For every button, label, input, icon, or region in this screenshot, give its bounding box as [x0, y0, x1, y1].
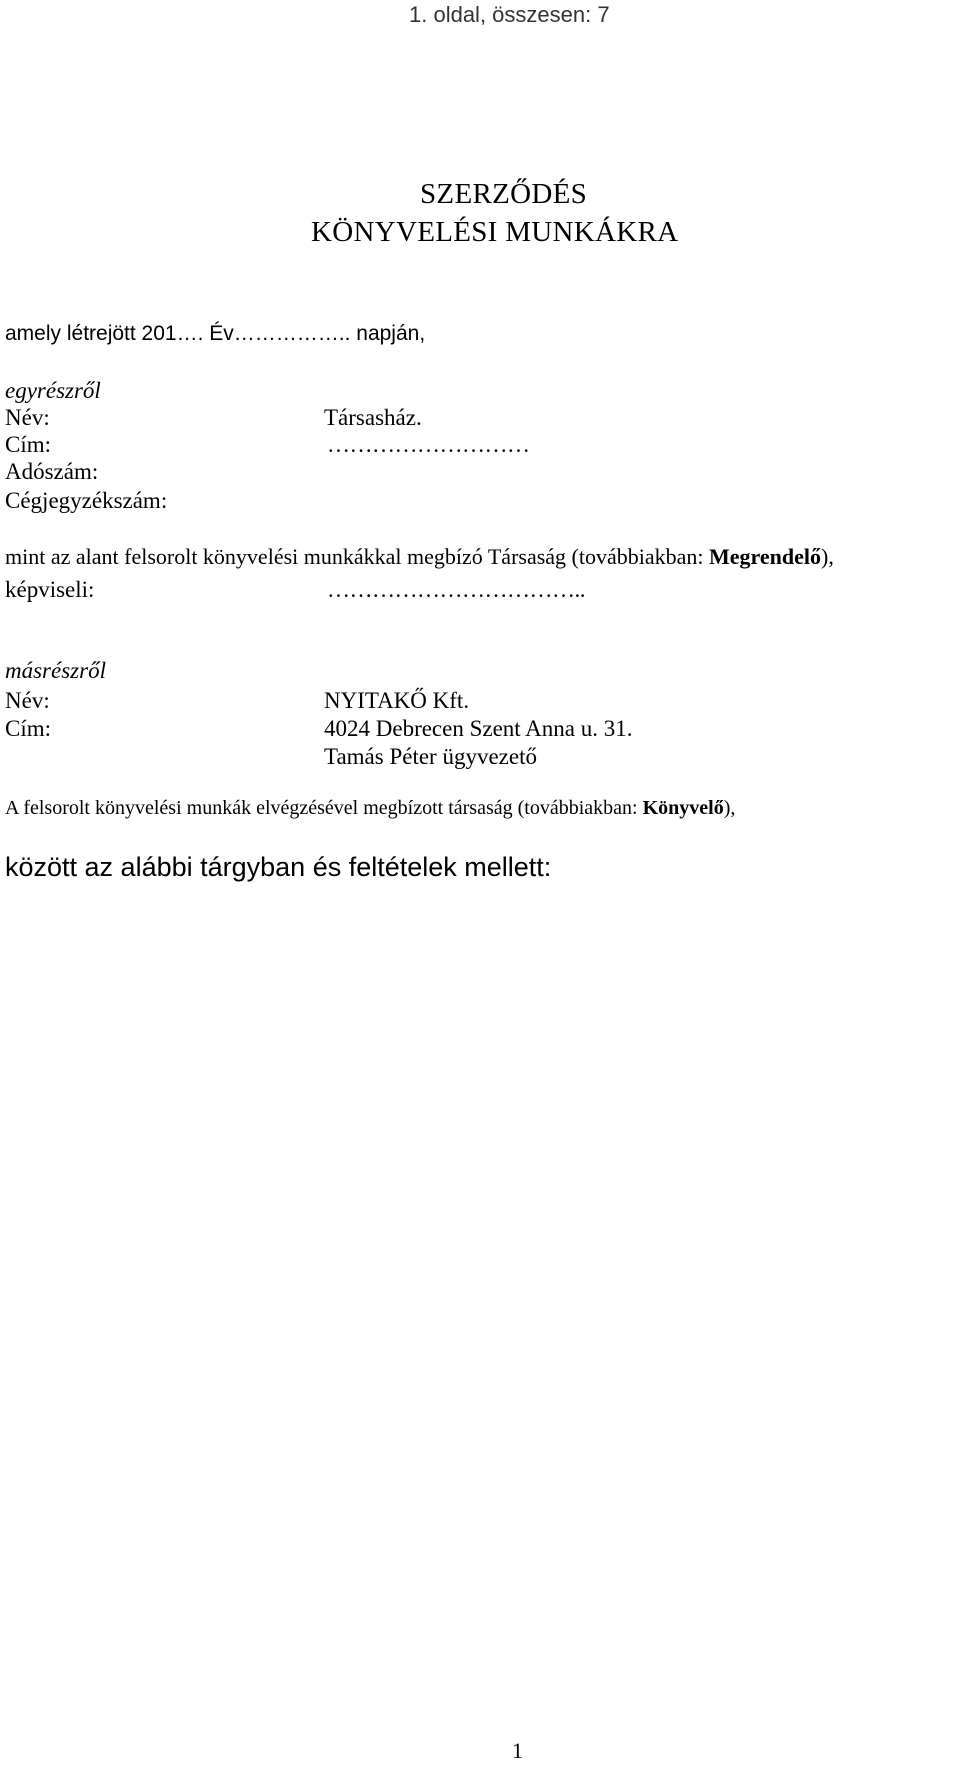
client-clause-prefix: mint az alant felsorolt könyvelési munkákkal megbízó Társaság (továbbiakban: — [5, 544, 709, 569]
contractor-clause — [5, 797, 735, 820]
party2-name-label: Név: — [5, 688, 50, 713]
party2-heading: másrészről — [5, 658, 106, 683]
title-line-2: KÖNYVELÉSI MUNKÁKRA — [311, 216, 679, 248]
client-clause-suffix: ), — [821, 544, 834, 569]
title-line-1: SZERZŐDÉS — [420, 178, 588, 210]
client-rep-label: képviseli: — [5, 577, 95, 602]
client-clause — [5, 544, 834, 570]
party1-registry-label: Cégjegyzékszám: — [5, 488, 168, 513]
contractor-clause-prefix: A felsorolt könyvelési munkák elvégzésével megbízott társaság (továbbiakban: — [5, 797, 643, 819]
party2-representative: Tamás Péter ügyvezető — [324, 744, 537, 769]
client-role: Megrendelő — [709, 544, 822, 569]
contractor-clause-suffix: ), — [723, 797, 736, 819]
party1-tax-label: Adószám: — [5, 459, 99, 484]
party2-address-value: 4024 Debrecen Szent Anna u. 31. — [324, 716, 633, 741]
party1-address-label: Cím: — [5, 432, 52, 457]
client-rep-value: …………………………….. — [327, 577, 585, 602]
contractor-role: Könyvelő — [642, 797, 724, 819]
intro-line: amely létrejött 201…. Év…………….. napján, — [5, 322, 426, 345]
closing-line: között az alábbi tárgyban és feltételek mellett: — [5, 852, 552, 882]
party1-name-value: Társasház. — [324, 405, 422, 430]
page-counter: 1. oldal, összesen: 7 — [409, 2, 610, 27]
party1-heading: egyrészről — [5, 378, 101, 403]
page-number: 1 — [512, 1738, 523, 1763]
party1-name-label: Név: — [5, 405, 50, 430]
party2-address-label: Cím: — [5, 716, 52, 741]
party1-address-value: ……………………… — [327, 432, 530, 457]
party2-name-value: NYITAKŐ Kft. — [324, 688, 470, 713]
